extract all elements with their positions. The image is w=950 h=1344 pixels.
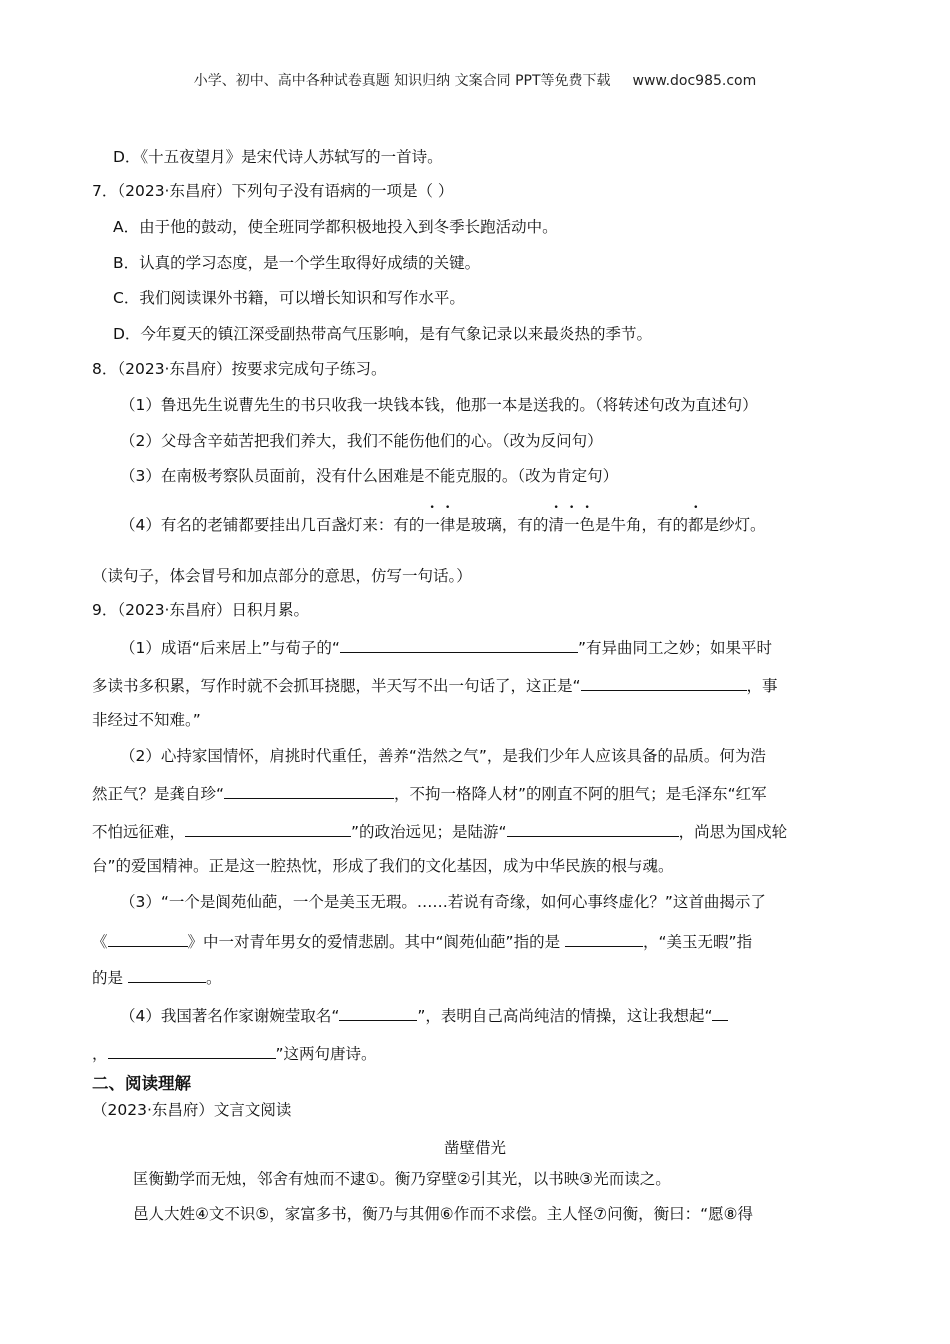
q8-s4-part4: 是纱灯。 (703, 516, 766, 534)
passage-paragraph-2: 邑人大姓④文不识⑤，家富多书，衡乃与其佣⑥作而不求偿。主人怪⑦问衡，衡曰：“愿⑧得 (133, 1205, 754, 1223)
q9-2-line4: 台”的爱国精神。正是这一腔热忱，形成了我们的文化基因，成为中华民族的根与魂。 (92, 857, 674, 875)
q8-sentence-3: （3）在南极考察队员面前，没有什么困难是不能克服的。（改为肯定句） (120, 467, 619, 485)
dotted-char: 律 (439, 516, 456, 534)
answer-blank[interactable] (108, 930, 188, 947)
q8-stem: 8．（2023·东昌府）按要求完成句子练习。 (92, 360, 387, 378)
passage-title: 凿壁借光 (443, 1139, 506, 1157)
answer-blank[interactable] (340, 636, 578, 653)
answer-blank[interactable] (108, 1042, 276, 1059)
dotted-char: 一 (563, 516, 580, 534)
text: ，“美玉无暇”指 (643, 933, 753, 951)
text: 》中一对青年男女的爱情悲剧。其中“阆苑仙葩”指的是 (187, 933, 561, 951)
dotted-char: 清 (548, 516, 564, 534)
q7-option-b: B．认真的学习态度，是一个学生取得好成绩的关键。 (113, 254, 481, 272)
text: ”有异曲同工之妙；如果平时 (577, 639, 772, 657)
dotted-char: 都 (687, 516, 704, 534)
text: 。 (205, 969, 222, 987)
q8-sentence-4-instruction: （读句子，体会冒号和加点部分的意思，仿写一句话。） (92, 567, 472, 585)
page-header (0, 70, 950, 90)
answer-blank[interactable] (339, 1004, 417, 1021)
text: （4）我国著名作家谢婉莹取名“ (120, 1007, 340, 1025)
text: ”的政治远见；是陆游“ (351, 823, 507, 841)
q7-option-c: C．我们阅读课外书籍，可以增长知识和写作水平。 (113, 289, 465, 307)
passage-paragraph-1: 匡衡勤学而无烛，邻舍有烛而不逮①。衡乃穿壁②引其光，以书映③光而读之。 (133, 1170, 671, 1188)
q8-sentence-4 (120, 515, 766, 535)
dotted-char: 一 (424, 516, 440, 534)
text: 不怕远征难， (92, 823, 186, 841)
answer-blank[interactable] (128, 966, 206, 983)
text: ，尚思为国戍轮 (678, 823, 788, 841)
text: ，不拘一格降人材”的刚直不阿的胆气；是毛泽东“红军 (394, 785, 767, 803)
q9-4-line1 (120, 1004, 728, 1026)
q8-s4-part3: 是牛角，有的 (594, 516, 688, 534)
text: 然正气？是龚自珍“ (92, 785, 225, 803)
dotted-char: 色 (579, 516, 595, 534)
q9-2-line3 (92, 820, 787, 842)
q8-sentence-2: （2）父母含辛茹苦把我们养大，我们不能伤他们的心。（改为反问句） (120, 432, 603, 450)
q9-1-line3: 非经过不知难。” (92, 711, 201, 729)
q7-stem: 7．（2023·东昌府）下列句子没有语病的一项是（ ） (92, 182, 454, 200)
q7-option-a: A．由于他的鼓动，使全班同学都积极地投入到冬季长跑活动中。 (113, 218, 558, 236)
text: ”这两句唐诗。 (275, 1045, 377, 1063)
q8-sentence-1: （1）鲁迅先生说曹先生的书只收我一块钱本钱，他那一本是送我的。（将转述句改为直述句） (120, 396, 758, 414)
answer-blank[interactable] (507, 820, 679, 837)
answer-blank[interactable] (565, 930, 643, 947)
text: 《 (92, 933, 108, 951)
section-heading: 二、阅读理解 (92, 1074, 191, 1093)
answer-blank[interactable] (712, 1004, 728, 1021)
section-subheading: （2023·东昌府）文言文阅读 (92, 1101, 292, 1119)
q9-3-line1: （3）“一个是阆苑仙葩，一个是美玉无瑕。……若说有奇缘，如何心事终虚化？”这首曲揭示了 (120, 893, 766, 911)
text: ，事 (746, 677, 778, 695)
q9-3-line3 (92, 966, 221, 988)
q9-3-line2 (92, 930, 752, 952)
text: 的是 (92, 969, 124, 987)
text: （1）成语“后来居上”与荀子的“ (120, 639, 340, 657)
header-text: 小学、初中、高中各种试卷真题 知识归纳 文案合同 PPT等免费下载 (193, 73, 611, 89)
q9-2-line1: （2）心持家国情怀，肩挑时代重任，善养“浩然之气”，是我们少年人应该具备的品质。何为浩 (120, 747, 766, 765)
text: 多读书多积累，写作时就不会抓耳挠腮，半天写不出一句话了，这正是“ (92, 677, 581, 695)
answer-blank[interactable] (185, 820, 351, 837)
header-site: www.doc985.com (632, 73, 757, 89)
q8-s4-part2: 是玻璃，有的 (455, 516, 549, 534)
q9-1-line1 (120, 636, 772, 658)
q6-option-d: D．《十五夜望月》是宋代诗人苏轼写的一首诗。 (113, 148, 443, 166)
text: ”，表明自己高尚纯洁的情操，这让我想起“ (417, 1007, 713, 1025)
q9-1-line2 (92, 674, 778, 696)
q9-2-line2 (92, 782, 767, 804)
answer-blank[interactable] (581, 674, 747, 691)
q9-4-line2 (92, 1042, 377, 1064)
q7-option-d: D．今年夏天的镇江深受副热带高气压影响，是有气象记录以来最炎热的季节。 (113, 325, 652, 343)
answer-blank[interactable] (224, 782, 394, 799)
q9-stem: 9．（2023·东昌府）日积月累。 (92, 601, 309, 619)
q8-s4-part1: （4）有名的老铺都要挂出几百盏灯来：有的 (120, 516, 425, 534)
text: ， (92, 1045, 108, 1063)
